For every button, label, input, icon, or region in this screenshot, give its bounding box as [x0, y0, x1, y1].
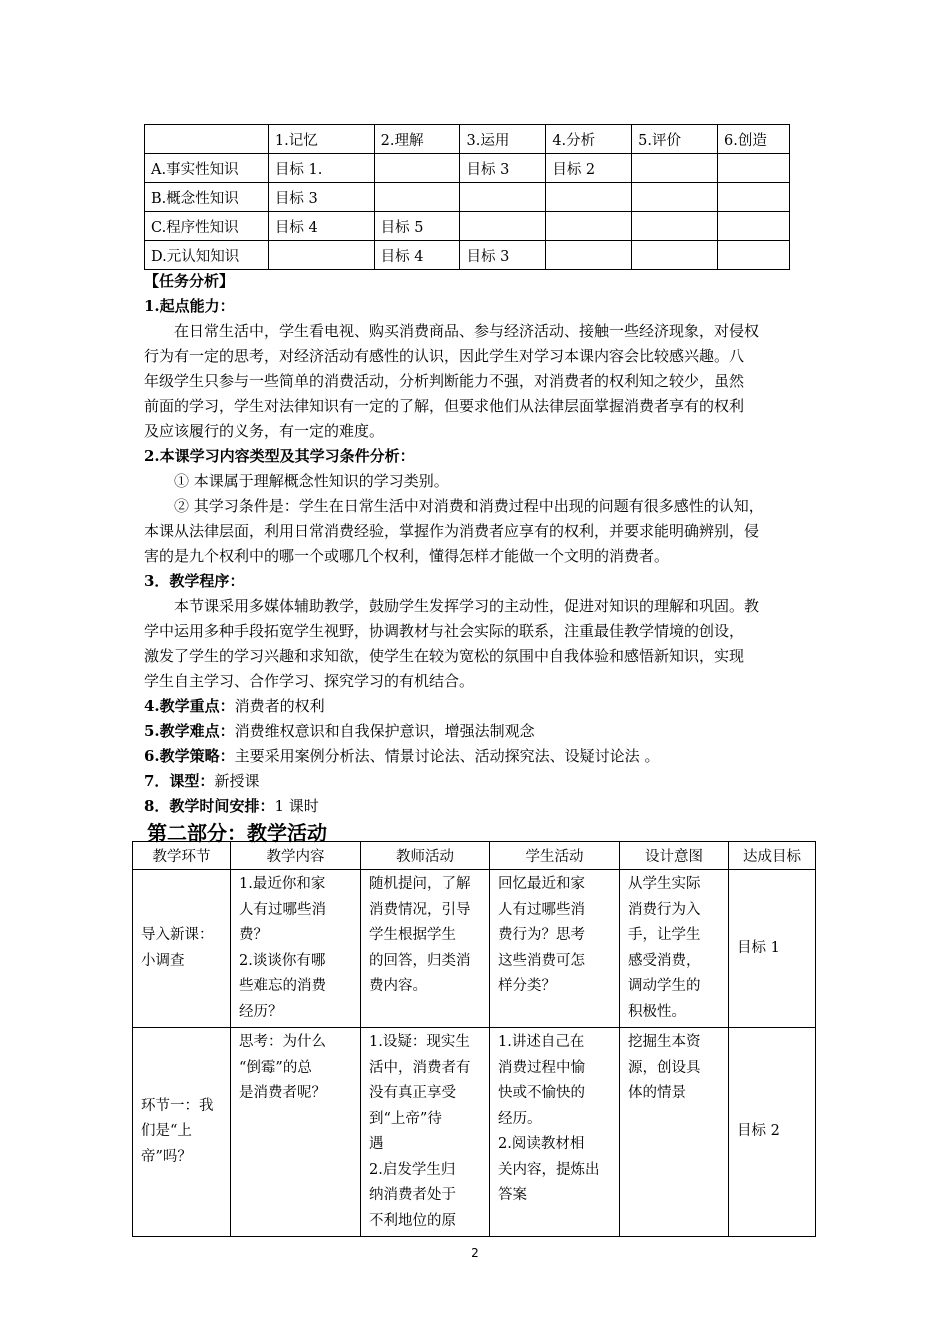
cell-line: 遇 [369, 1136, 384, 1152]
time-arrangement-label: 8．教学时间安排： [144, 797, 275, 815]
cell-line: 环节一：我 [141, 1097, 214, 1114]
cell-line: 感受消费， [628, 952, 701, 969]
objective-header-row [145, 125, 790, 154]
cell-line: 挖掘生本资 [628, 1034, 701, 1050]
table-cell [546, 241, 632, 270]
table-cell [460, 183, 546, 212]
goal-cell: 目标 1 [729, 870, 816, 1028]
cell-line: 1.最近你和家 [239, 876, 326, 892]
stage-cell [133, 1028, 231, 1237]
cell-line: 1.讲述自己在 [498, 1034, 585, 1050]
table-cell: 4.分析 [546, 125, 632, 154]
cell-line: 人有过哪些消 [498, 901, 585, 918]
table-cell: B.概念性知识 [145, 183, 269, 212]
cell-line: 帝”吗？ [141, 1148, 192, 1165]
table-cell [718, 241, 790, 270]
paragraph-line: 学生自主学习、合作学习、探究学习的有机结合。 [144, 672, 475, 690]
cell-line: 些难忘的消费 [239, 978, 326, 994]
cell-line: 1.设疑：现实生 [369, 1034, 470, 1050]
objective-row [145, 154, 790, 183]
cell-line: 消费行为入 [628, 901, 701, 918]
teaching-strategy-value: 主要采用案例分析法、情景讨论法、活动探究法、设疑讨论法 。 [234, 747, 660, 765]
table-cell: 目标 3 [268, 183, 374, 212]
cell-line: 小调查 [141, 952, 185, 969]
cell-line: 没有真正享受 [369, 1085, 456, 1101]
table-cell [718, 212, 790, 241]
table-cell [268, 241, 374, 270]
goal-cell: 目标 2 [729, 1028, 816, 1237]
teaching-difficulty-value: 消费维权意识和自我保护意识，增强法制观念 [234, 722, 535, 740]
cell-line: 费内容。 [369, 978, 427, 994]
objective-row [145, 212, 790, 241]
activity-table [132, 841, 816, 1237]
activity-row-intro [133, 870, 816, 1028]
cell-line: 费行为？思考 [498, 927, 585, 943]
teacher-activity-cell [361, 870, 490, 1028]
section-2-title: 2.本课学习内容类型及其学习条件分析： [144, 447, 415, 465]
table-cell [718, 154, 790, 183]
cell-line: 2.阅读教材相 [498, 1136, 585, 1152]
paragraph-line: 行为有一定的思考，对经济活动有感性的认识，因此学生对学习本课内容会比较感兴趣。八 [144, 347, 745, 365]
cell-line: 从学生实际 [628, 876, 701, 892]
cell-line: 费？ [239, 927, 268, 943]
table-cell [460, 212, 546, 241]
table-cell [546, 212, 632, 241]
cell-line: 是消费者呢？ [239, 1085, 326, 1101]
paragraph-line: 及应该履行的义务，有一定的难度。 [144, 422, 385, 440]
cell-line: 源，创设具 [628, 1059, 701, 1076]
section-2-item-1: ① 本课属于理解概念性知识的学习类别。 [174, 472, 449, 490]
paragraph-line: 前面的学习，学生对法律知识有一定的了解，但要求他们从法律层面掌握消费者享有的权利 [144, 397, 745, 415]
paragraph-line: 学中运用多种手段拓宽学生视野，协调教材与社会实际的联系，注重最佳教学情境的创设， [144, 622, 745, 640]
cell-line: 消费情况，引导 [369, 901, 471, 918]
design-intent-cell [620, 870, 729, 1028]
cell-line: 答案 [498, 1187, 527, 1203]
table-cell [374, 183, 460, 212]
lesson-type-label: 7．课型： [144, 772, 215, 790]
objective-row [145, 183, 790, 212]
table-cell: 6.创造 [718, 125, 790, 154]
cell-line: 经历。 [498, 1110, 542, 1127]
cell-line: 调动学生的 [628, 978, 701, 994]
activity-header-row [133, 842, 816, 870]
cell-line: 人有过哪些消 [239, 901, 326, 918]
table-cell: 目标 3 [460, 241, 546, 270]
task-analysis [144, 269, 820, 819]
cell-line: 不利地位的原 [369, 1212, 456, 1229]
section-2-item-2 [144, 494, 820, 569]
cell-line: 随机提问，了解 [369, 876, 471, 892]
cell-line: 关内容，提炼出 [498, 1161, 600, 1178]
content-cell [231, 870, 361, 1028]
objective-table [144, 124, 790, 270]
cell-line: 2.启发学生归 [369, 1161, 456, 1178]
cell-line: 体的情景 [628, 1085, 686, 1101]
table-cell [632, 183, 718, 212]
table-cell [632, 212, 718, 241]
cell-line: 活中，消费者有 [369, 1059, 471, 1076]
teaching-focus-label: 4.教学重点： [144, 697, 235, 715]
table-cell: D.元认知知识 [145, 241, 269, 270]
table-cell [632, 241, 718, 270]
objective-row [145, 241, 790, 270]
table-cell: 3.运用 [460, 125, 546, 154]
table-cell [546, 183, 632, 212]
cell-line: 积极性。 [628, 1003, 686, 1020]
teaching-focus-value: 消费者的权利 [234, 697, 325, 715]
teaching-focus [144, 694, 820, 719]
table-cell: 目标 5 [374, 212, 460, 241]
time-arrangement-value: 1 课时 [274, 797, 319, 815]
cell-line: 这些消费可怎 [498, 952, 585, 969]
cell-line: 快或不愉快的 [498, 1085, 585, 1101]
table-cell [145, 125, 269, 154]
header-cell: 教学环节 [133, 842, 231, 870]
table-cell: 5.评价 [632, 125, 718, 154]
content-cell [231, 1028, 361, 1237]
cell-line: 样分类？ [498, 978, 556, 994]
table-cell: 目标 4 [374, 241, 460, 270]
header-cell: 学生活动 [490, 842, 620, 870]
cell-line: 思考：为什么 [239, 1034, 326, 1050]
lesson-type-value: 新授课 [214, 772, 260, 790]
cell-line: 回忆最近和家 [498, 876, 585, 892]
section-1-paragraph [144, 319, 820, 444]
table-cell: 2.理解 [374, 125, 460, 154]
table-cell [374, 154, 460, 183]
teaching-difficulty [144, 719, 820, 744]
table-cell [718, 183, 790, 212]
student-activity-cell [490, 1028, 620, 1237]
table-cell: 目标 3 [460, 154, 546, 183]
cell-line: 2.谈谈你有哪 [239, 952, 326, 969]
task-analysis-heading: 【任务分析】 [144, 272, 235, 290]
page-number: 2 [471, 1246, 479, 1260]
cell-line: 学生根据学生 [369, 927, 456, 943]
part-2-title: 第二部分：教学活动 [147, 821, 327, 845]
cell-line: “倒霉”的总 [239, 1059, 312, 1076]
cell-line: 纳消费者处于 [369, 1187, 456, 1203]
paragraph-line: ② 其学习条件是：学生在日常生活中对消费和消费过程中出现的问题有很多感性的认知， [174, 497, 764, 515]
cell-line: 消费过程中愉 [498, 1059, 585, 1076]
teacher-activity-cell [361, 1028, 490, 1237]
table-cell: 目标 2 [546, 154, 632, 183]
cell-line: 的回答，归类消 [369, 952, 471, 969]
table-cell: 1.记忆 [268, 125, 374, 154]
paragraph-line: 本课从法律层面，利用日常消费经验，掌握作为消费者应享有的权利，并要求能明确辨别，侵 [144, 522, 760, 540]
paragraph-line: 激发了学生的学习兴趣和求知欲，使学生在较为宽松的氛围中自我体验和感悟新知识，实现 [144, 647, 745, 665]
time-arrangement [144, 794, 820, 819]
lesson-type [144, 769, 820, 794]
table-cell: 目标 1. [268, 154, 374, 183]
paragraph-line: 在日常生活中，学生看电视、购买消费商品、参与经济活动、接触一些经济现象，对侵权 [174, 322, 760, 340]
paragraph-line: 害的是九个权利中的哪一个或哪几个权利，懂得怎样才能做一个文明的消费者。 [144, 547, 670, 565]
design-intent-cell [620, 1028, 729, 1237]
cell-line: 手，让学生 [628, 927, 701, 943]
student-activity-cell [490, 870, 620, 1028]
cell-line: 导入新课： [141, 927, 214, 943]
paragraph-line: 本节课采用多媒体辅助教学，鼓励学生发挥学习的主动性，促进对知识的理解和巩固。教 [174, 597, 760, 615]
section-3-paragraph [144, 594, 820, 694]
table-cell: C.程序性知识 [145, 212, 269, 241]
header-cell: 达成目标 [729, 842, 816, 870]
cell-line: 们是“上 [141, 1123, 192, 1140]
stage-cell [133, 870, 231, 1028]
paragraph-line: 年级学生只参与一些简单的消费活动，分析判断能力不强，对消费者的权利知之较少，虽然 [144, 372, 745, 390]
teaching-strategy-label: 6.教学策略： [144, 747, 235, 765]
cell-line: 经历？ [239, 1003, 283, 1020]
teaching-strategy [144, 744, 820, 769]
section-1-title: 1.起点能力： [144, 297, 235, 315]
table-cell [632, 154, 718, 183]
cell-line: 到“上帝”待 [369, 1110, 442, 1127]
header-cell: 设计意图 [620, 842, 729, 870]
header-cell: 教学内容 [231, 842, 361, 870]
table-cell: A.事实性知识 [145, 154, 269, 183]
section-3-title: 3．教学程序： [144, 572, 245, 590]
table-cell: 目标 4 [268, 212, 374, 241]
activity-row-section-1 [133, 1028, 816, 1237]
header-cell: 教师活动 [361, 842, 490, 870]
teaching-difficulty-label: 5.教学难点： [144, 722, 235, 740]
